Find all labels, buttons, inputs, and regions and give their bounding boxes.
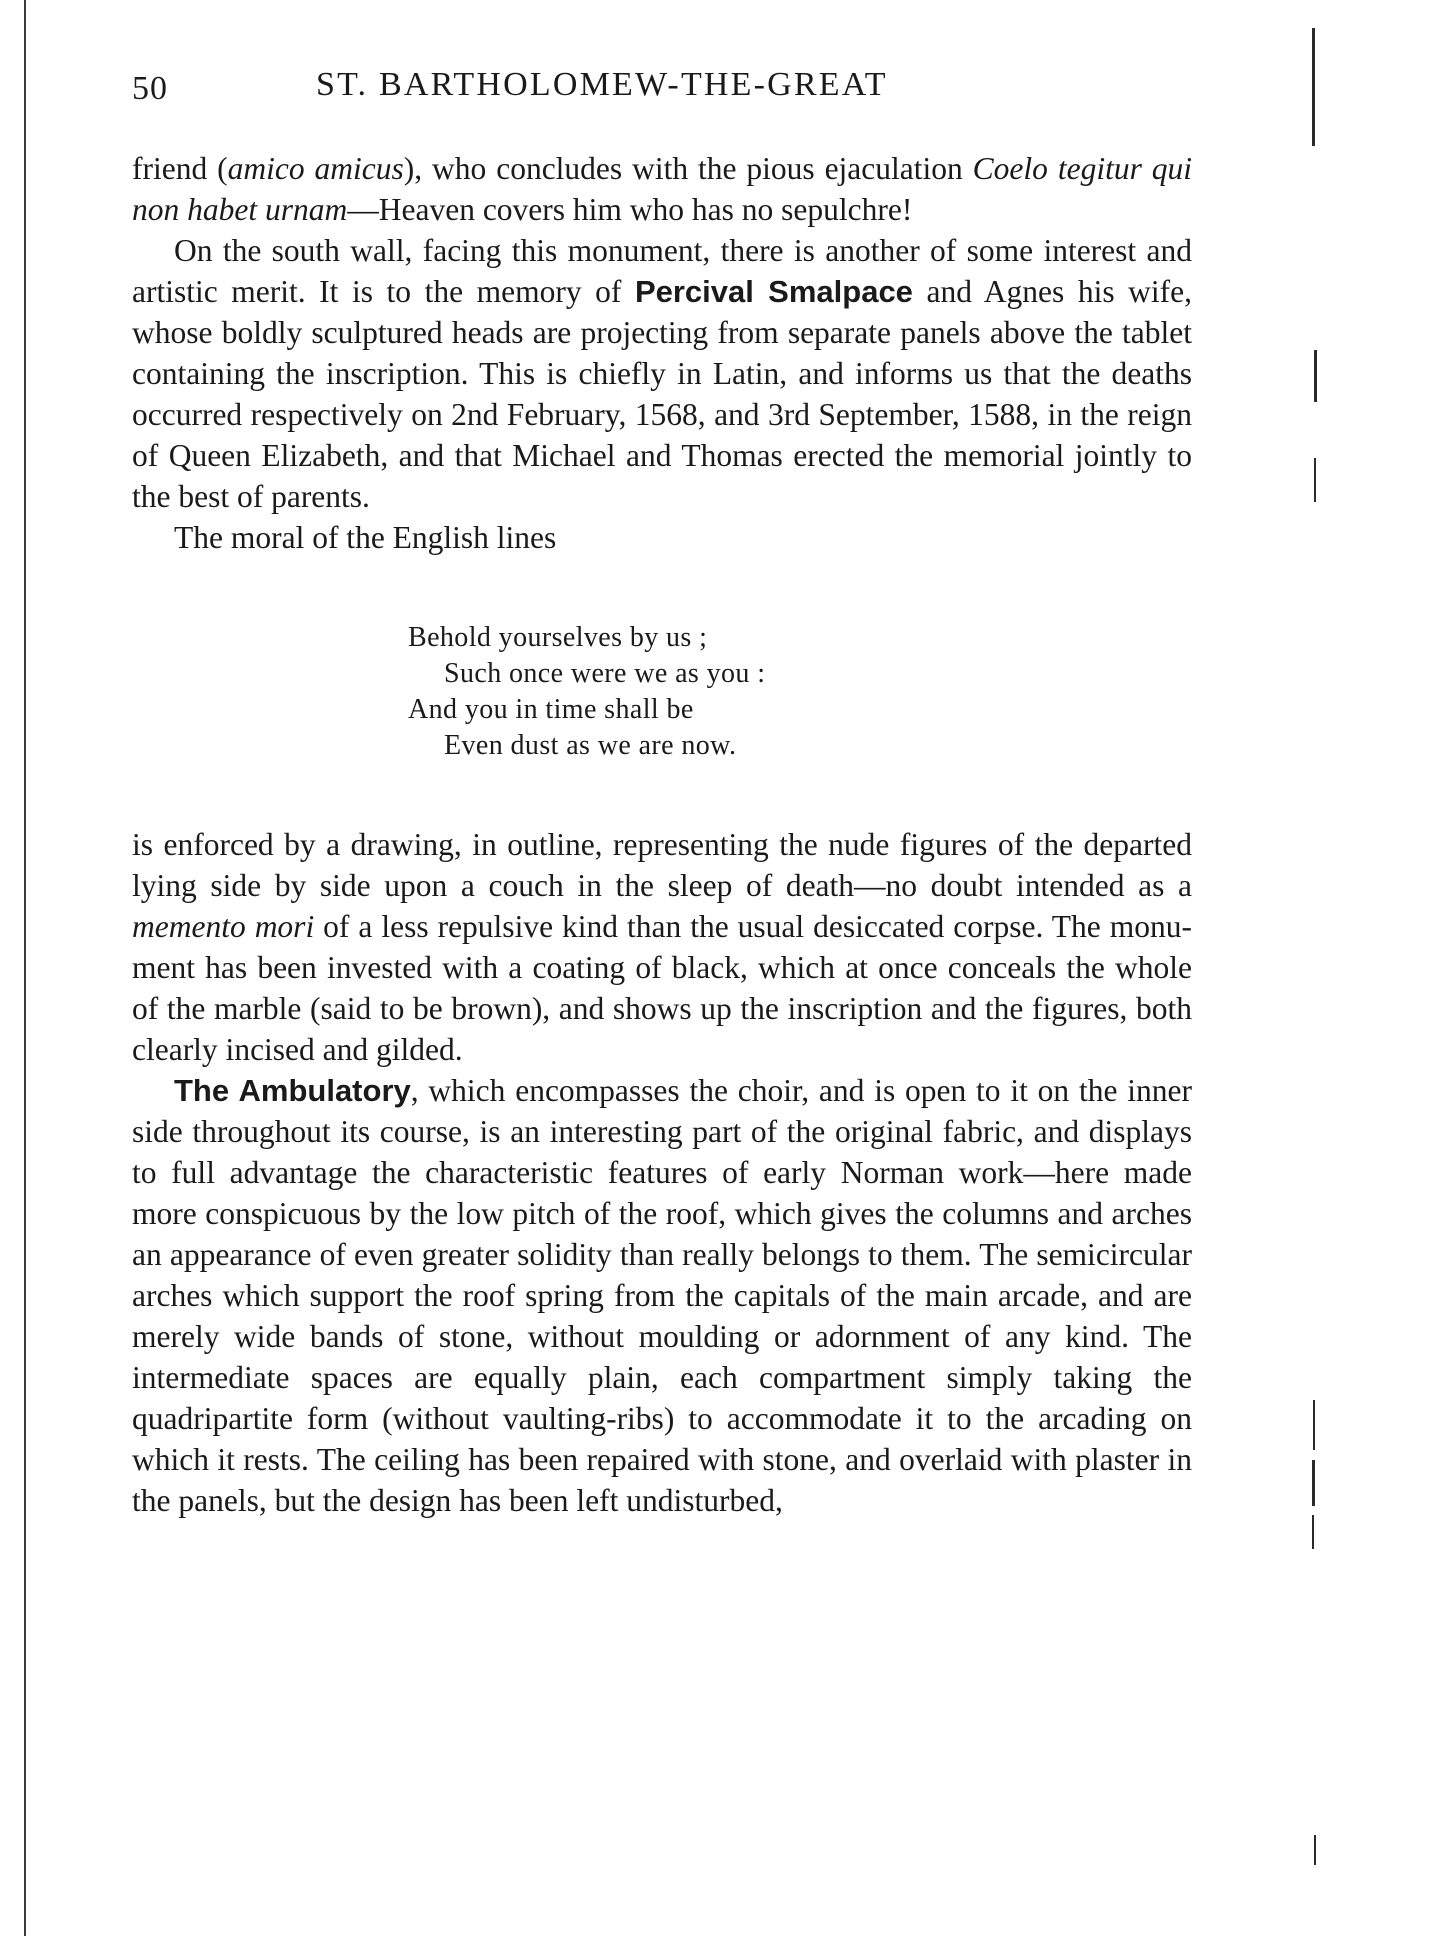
text-run: On the south wall, facing this monument, there is another of some interest and artistic merit. It is to the memory of (132, 233, 1192, 309)
paragraph-1 (132, 148, 1192, 230)
paragraph-5 (132, 1070, 1192, 1521)
right-edge-mark (1314, 350, 1317, 402)
text-run: —Heaven covers him who has no sepulchre! (347, 192, 913, 227)
paragraph-4 (132, 824, 1192, 1070)
left-binding-edge (24, 0, 26, 1936)
right-edge-mark (1312, 28, 1315, 146)
paragraph-3: The moral of the English lines (174, 520, 557, 555)
page-number: 50 (132, 70, 168, 107)
poem-line: Behold yourselves by us ; (408, 622, 708, 653)
italic-phrase: amico amicus (227, 151, 404, 186)
bold-name: Percival Smalpace (634, 274, 913, 309)
text-run: of a less repulsive kind than the usual desiccated corpse. The monument has been invested with a coating of black, which at once conceals the whole of the marble (said to be brown), and shows up the inscription and the figures, both clearly incised and gilded. (132, 909, 1192, 1067)
running-title: ST. BARTHOLOMEW-THE-GREAT (316, 66, 888, 103)
right-edge-mark (1312, 1515, 1314, 1549)
poem-quote (408, 620, 1192, 764)
poem-line: Such once were we as you : (444, 658, 766, 689)
italic-phrase: Coelo tegitur qui non habet urnam (132, 151, 1192, 227)
text-run: is enforced by a drawing, in outline, representing the nude figures of the departed lying side by side upon a couch in the sleep of death—no doubt intended as a (132, 827, 1192, 903)
text-run: friend ( (132, 151, 228, 186)
poem-line: And you in time shall be (408, 694, 694, 725)
page-header (132, 66, 1192, 116)
poem-line: Even dust as we are now. (444, 730, 737, 761)
body-text (132, 148, 1192, 1521)
text-run: , which encompasses the choir, and is open to it on the inner side throughout its course, is an interesting part of the original fabric, and displays to full advantage the characteristic features of early Norman work—here made more conspicuous by the low pitch of the roof, which gives the columns and arches an appearance of even greater solidity than really belongs to them. The semicircular arches which support the roof spring from the capitals of the main arcade, and are merely wide bands of stone, without moulding or adornment of any kind. The intermediate spaces are equally plain, each compartment simply taking the quadripartite form (without vaulting-ribs) to accommodate it to the arcading on which it rests. The ceiling has been repaired with stone, and overlaid with plaster in the panels, but the design has been left undisturbed, (132, 1073, 1192, 1518)
section-heading-ambulatory: The Ambulatory (174, 1073, 411, 1108)
right-edge-mark (1314, 458, 1316, 502)
right-edge-mark (1313, 1400, 1315, 1450)
text-run: ), who concludes with the pious ejaculation (403, 151, 973, 186)
right-edge-mark (1312, 1460, 1315, 1506)
paragraph-2 (132, 230, 1192, 517)
italic-phrase: memento mori (132, 909, 315, 944)
text-run: and Agnes his wife, whose boldly sculptured heads are projecting from separate panels above the tablet containing the inscription. This is chiefly in Latin, and informs us that the deaths occurred respectively on 2nd February, 1568, and 3rd September, 1588, in the reign of Queen Elizabeth, and that Michael and Thomas erected the memorial jointly to the best of parents. (132, 274, 1192, 514)
right-edge-mark (1314, 1835, 1316, 1865)
